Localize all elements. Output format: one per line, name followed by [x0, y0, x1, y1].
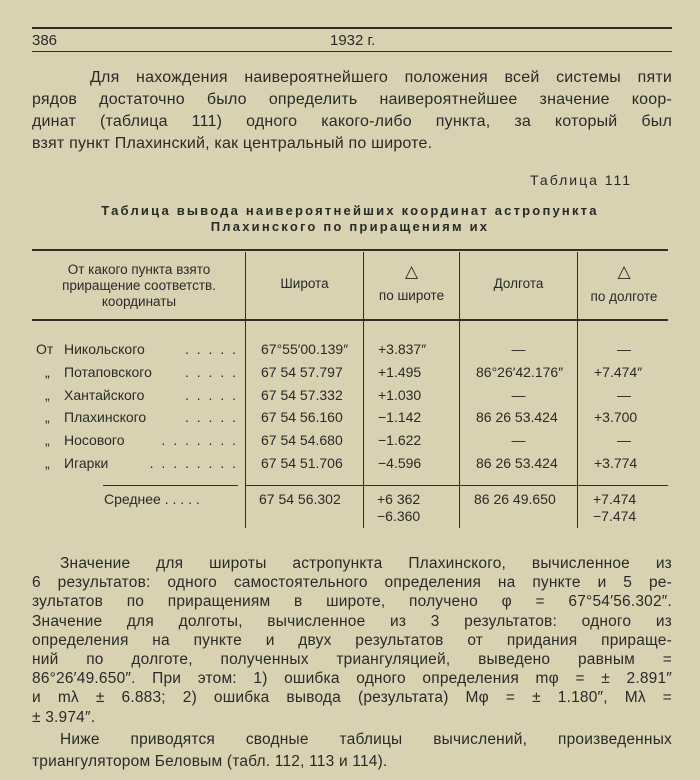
row-source-name: Игарки — [64, 455, 109, 471]
row-delta-longitude: — — [617, 386, 631, 403]
header-rule-top — [32, 27, 672, 29]
row-source — [64, 409, 238, 425]
text-line: зультатов по приращениям в широте, получено φ = 67°54′56.302″. — [32, 593, 672, 611]
row-source-name: Хантайского — [64, 386, 145, 403]
text-line: рядов достаточно было определить наивероятнейшее значение коор- — [32, 91, 672, 108]
text-line: ний по долготе, полученных триангуляцией, выведено равным = — [32, 651, 672, 668]
text-line: Значение для широты астропункта Плахинского, вычисленное из — [60, 555, 672, 572]
leader-dots: . . . . . — [184, 386, 238, 403]
row-longitude: 86°26′42.176″ — [476, 363, 564, 380]
header-latitude: Широта — [280, 276, 329, 291]
row-prefix: „ — [45, 432, 50, 449]
row-latitude: 67 54 51.706 — [261, 455, 343, 471]
text-line: Значение для долготы, вычисленное из 3 результатов: одного из — [32, 612, 672, 630]
row-source — [64, 341, 238, 357]
row-longitude: 86 26 53.424 — [476, 455, 558, 471]
mean-label: Среднее . . . . . — [104, 491, 200, 507]
header-source — [34, 262, 244, 310]
row-delta-longitude: — — [617, 432, 631, 449]
header-delta-longitude: по долготе — [590, 289, 658, 304]
mean-longitude: 86 26 49.650 — [474, 491, 556, 507]
row-source — [64, 364, 238, 380]
row-latitude: 67 54 56.160 — [261, 409, 343, 426]
row-prefix: От — [36, 341, 54, 357]
row-delta-latitude: +1.030 — [378, 386, 422, 403]
text-line: ± 3.974″. — [32, 708, 96, 726]
row-delta-longitude: +7.474″ — [594, 363, 643, 380]
delta-icon: △ — [617, 262, 631, 281]
header-line: координаты — [101, 294, 177, 309]
row-longitude: — — [511, 432, 526, 449]
row-delta-longitude: +3.700 — [594, 409, 638, 426]
text-line: определения на пункте и двух результатов от придания прираще- — [32, 631, 672, 649]
row-longitude: — — [511, 341, 526, 357]
row-source-name: Плахинского — [64, 409, 147, 426]
text-line: взят пункт Плахинский, как центральный по широте. — [32, 135, 433, 152]
row-latitude: 67 54 57.797 — [261, 363, 343, 380]
header-rule-bottom — [32, 51, 672, 52]
row-source-name: Потаповского — [64, 363, 152, 380]
row-delta-latitude: +3.837″ — [378, 341, 427, 357]
delta-icon: △ — [404, 262, 419, 281]
row-delta-longitude: +3.774 — [594, 455, 638, 471]
table-rule-sum-left — [103, 485, 238, 486]
row-delta-latitude: −1.142 — [378, 409, 422, 426]
row-prefix: „ — [45, 386, 50, 403]
row-prefix: „ — [45, 409, 50, 426]
header-longitude: Долгота — [493, 276, 544, 291]
text-line: 86°26′49.650″. При этом: 1) ошибка одного определения mφ = ± 2.891″ — [32, 670, 672, 688]
text-line: триангулятором Беловым (табл. 112, 113 и 114). — [32, 752, 388, 770]
text-line: 6 результатов: одного самостоятельного определения на пункте и 5 ре- — [32, 574, 672, 592]
mean-dlon-plus: +7.474 — [593, 491, 637, 507]
text-line: и mλ ± 6.883; 2) ошибка вывода (результата) Mφ = ± 1.180″, Mλ = — [32, 689, 672, 707]
leader-dots: . . . . . — [184, 341, 238, 357]
leader-dots: . . . . . — [184, 363, 238, 380]
mean-dlat-minus: −6.360 — [377, 508, 421, 524]
row-latitude: 67°55′00.139″ — [261, 341, 349, 357]
table-title: Плахинского по приращениям их — [210, 219, 490, 234]
page-number: 386 — [32, 32, 58, 49]
leader-dots: . . . . . — [184, 409, 238, 426]
table-rule-sum — [245, 485, 668, 486]
mean-dlon-minus: −7.474 — [593, 508, 637, 524]
header-line: приращение соответств. — [62, 278, 216, 293]
table-title: Таблица вывода наивероятнейших координат астропункта — [101, 203, 599, 218]
table-rule-header — [32, 319, 668, 321]
row-longitude: — — [511, 386, 526, 403]
header-delta-latitude: по широте — [378, 288, 445, 303]
row-delta-latitude: +1.495 — [378, 363, 422, 380]
table-number: Таблица 111 — [530, 172, 633, 188]
text-line: динат (таблица 111) одного какого-либо пункта, за который был — [32, 113, 672, 130]
row-source-name: Никольского — [64, 341, 145, 357]
row-delta-latitude: −4.596 — [378, 455, 422, 471]
table-rule-top — [32, 249, 668, 251]
row-prefix: „ — [45, 455, 50, 471]
row-latitude: 67 54 57.332 — [261, 386, 343, 403]
header-line: От какого пункта взято — [67, 262, 211, 277]
row-delta-longitude: — — [617, 341, 631, 357]
column-divider — [245, 252, 246, 528]
leader-dots: . . . . . . . . — [149, 455, 238, 471]
running-header-year: 1932 г. — [330, 32, 376, 49]
mean-dlat-plus: +6 362 — [377, 491, 421, 507]
text-line: Для нахождения наивероятнейшего положения всей системы пяти — [90, 69, 672, 86]
row-prefix: „ — [45, 363, 50, 380]
row-delta-latitude: −1.622 — [378, 432, 422, 449]
row-latitude: 67 54 54.680 — [261, 432, 343, 449]
mean-latitude: 67 54 56.302 — [259, 491, 341, 507]
row-source — [64, 387, 238, 403]
text-line: Ниже приводятся сводные таблицы вычислений, произведенных — [60, 731, 672, 748]
row-source — [64, 432, 238, 448]
row-longitude: 86 26 53.424 — [476, 409, 558, 426]
row-source — [64, 455, 238, 471]
leader-dots: . . . . . . . — [161, 432, 238, 449]
row-source-name: Носового — [64, 432, 125, 449]
